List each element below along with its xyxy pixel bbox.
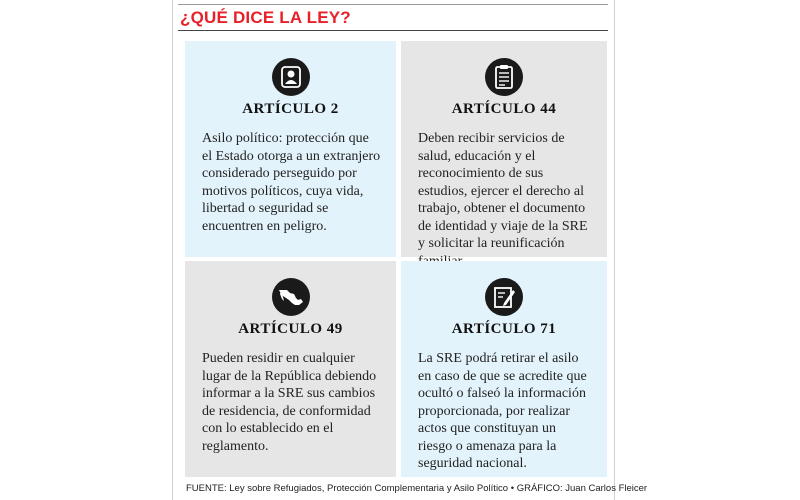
- article-heading: ARTÍCULO 44: [451, 101, 557, 117]
- article-text: Pueden residir en cualquier lugar de la República debiendo informar a la SRE sus cambios de residencia, de conformidad con lo establecido en el reglamento.: [202, 351, 377, 454]
- article-heading: ARTÍCULO 49: [238, 321, 343, 337]
- article-card-71: [401, 261, 607, 477]
- person-icon: [272, 58, 310, 96]
- article-card-44: [401, 41, 607, 257]
- mexico-map-icon: [272, 278, 310, 316]
- title-rule: [178, 30, 608, 31]
- article-text: Deben recibir servicios de salud, educación y el reconocimiento de sus estudios, ejercer el derecho al trabajo, obtener el documento de identidad y viaje de la SRE y solicitar la reunificación: [418, 131, 588, 251]
- article-card-2: [185, 41, 396, 257]
- source-credit: FUENTE: Ley sobre Refugiados, Protección Complementaria y Asilo Político • GRÁFICO: Juan Carlos Fleicer: [186, 483, 648, 494]
- article-heading: ARTÍCULO 2: [242, 101, 339, 117]
- article-text: La SRE podrá retirar el asilo en caso de que se acredite que ocultó o falseó la información proporcionada, por realizar actos que constituyan un riesgo o amenaza para la seguridad nacional.: [418, 351, 587, 471]
- document-edit-icon: [485, 278, 523, 316]
- top-rule: [178, 4, 608, 5]
- article-card-49: [185, 261, 396, 477]
- clipboard-icon: [485, 58, 523, 96]
- page-title: ¿QUÉ DICE LA LEY?: [180, 8, 351, 27]
- article-heading: ARTÍCULO 71: [451, 321, 557, 337]
- article-text: Asilo político: protección que el Estado otorga a un extranjero considerado perseguido por motivos políticos, cuya vida, libertad o seguridad se encuentren en peligro.: [202, 131, 381, 234]
